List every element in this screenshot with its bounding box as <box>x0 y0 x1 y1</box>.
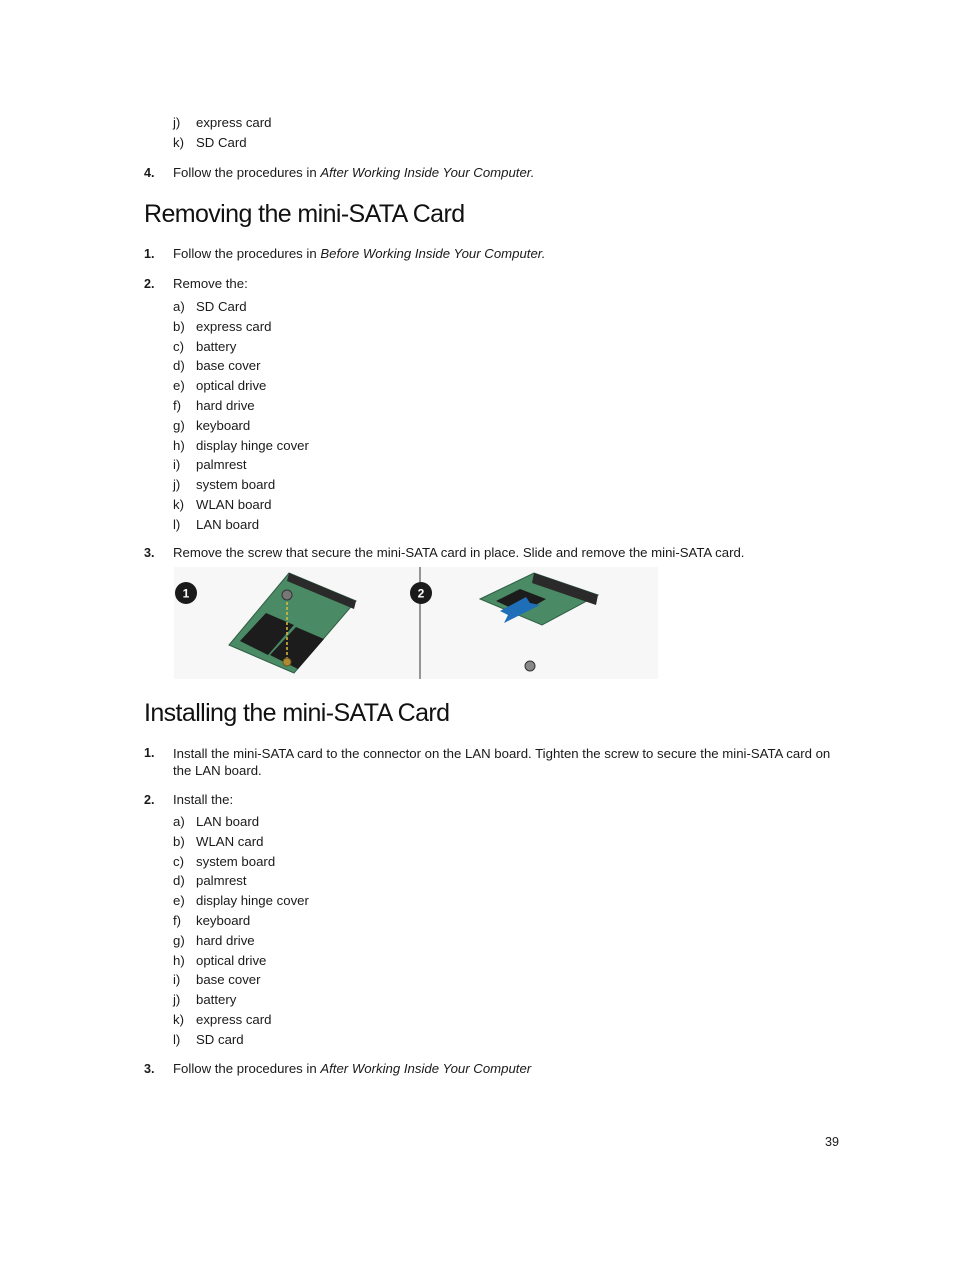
list-item-letter: f) <box>173 912 182 928</box>
step-text <box>173 1061 531 1077</box>
list-item-text: display hinge cover <box>196 893 309 909</box>
list-item <box>173 913 309 933</box>
page-number: 39 <box>825 1135 840 1149</box>
step-number: 4. <box>144 166 155 180</box>
list-item-letter: k) <box>173 1011 184 1027</box>
step-text <box>173 246 545 262</box>
list-item <box>173 854 309 874</box>
install-list <box>173 814 309 1052</box>
step-text: Install the mini-SATA card to the connector on the LAN board. Tighten the screw to secure the mini-SATA card on the LAN board. <box>173 746 831 778</box>
list-item-text: keyboard <box>196 417 251 433</box>
list-item-letter: g) <box>173 417 185 433</box>
list-item-letter: d) <box>173 358 185 374</box>
list-item-text: base cover <box>196 358 261 374</box>
step-number: 1. <box>144 746 155 760</box>
list-item-letter: d) <box>173 873 185 889</box>
list-item-text: palmrest <box>196 873 247 889</box>
list-item <box>173 972 309 992</box>
step-number: 2. <box>144 277 155 291</box>
list-item <box>173 115 272 131</box>
list-item <box>173 992 309 1012</box>
list-item-text: system board <box>196 477 276 493</box>
list-item <box>173 418 309 438</box>
list-item <box>173 477 309 497</box>
list-item-text: optical drive <box>196 952 267 968</box>
list-item <box>173 834 309 854</box>
step-number: 1. <box>144 247 155 261</box>
list-item <box>173 953 309 973</box>
step-text: Install the: <box>173 792 234 807</box>
list-item-text: palmrest <box>196 457 247 473</box>
list-item <box>173 1012 309 1032</box>
list-item <box>173 358 309 378</box>
removal-list <box>173 299 309 537</box>
list-item <box>173 814 309 834</box>
step-text-prefix: Follow the procedures in <box>173 1061 321 1076</box>
callout-1-label: 1 <box>182 586 190 601</box>
mini-sata-removal-figure <box>174 567 658 679</box>
list-item-letter: a) <box>173 299 185 314</box>
list-item-text: keyboard <box>196 912 251 928</box>
step-number: 2. <box>144 793 155 807</box>
list-item-letter: l) <box>173 1031 181 1047</box>
list-item-text: WLAN card <box>196 833 264 849</box>
list-item-letter: g) <box>173 932 185 948</box>
list-item-letter: h) <box>173 437 185 453</box>
list-item-text: optical drive <box>196 378 267 394</box>
list-item-letter: b) <box>173 833 185 849</box>
list-item-text: LAN board <box>196 814 260 829</box>
list-item <box>173 319 309 339</box>
list-item-letter: i) <box>173 972 181 988</box>
list-item-text: base cover <box>196 972 261 988</box>
list-item-letter: a) <box>173 814 185 829</box>
step-text-prefix: Follow the procedures in <box>173 246 321 261</box>
list-item-text: WLAN board <box>196 496 272 512</box>
list-item-text: battery <box>196 338 237 354</box>
list-item-text: express card <box>196 115 272 130</box>
list-item <box>173 1032 309 1052</box>
list-item-text: SD Card <box>196 135 247 150</box>
list-item-letter: i) <box>173 457 181 473</box>
list-item <box>173 873 309 893</box>
callout-2-label: 2 <box>417 586 425 601</box>
list-item <box>173 497 309 517</box>
list-item-letter: c) <box>173 853 184 869</box>
list-item-text: system board <box>196 853 276 869</box>
list-item-letter: f) <box>173 397 182 413</box>
list-item-text: hard drive <box>196 932 255 948</box>
list-item-text: display hinge cover <box>196 437 309 453</box>
list-item-letter: h) <box>173 952 185 968</box>
list-item <box>173 438 309 458</box>
callout-2-icon <box>410 582 432 604</box>
step-text-prefix: Follow the procedures in <box>173 165 321 180</box>
section-title-installing: Installing the mini-SATA Card <box>144 699 450 727</box>
list-item-letter: c) <box>173 338 184 354</box>
list-item <box>173 299 309 319</box>
step-number: 3. <box>144 546 155 560</box>
step-text <box>173 165 534 181</box>
list-item-text: express card <box>196 318 272 334</box>
section-title-removing: Removing the mini-SATA Card <box>144 200 465 228</box>
list-item-letter: b) <box>173 318 185 334</box>
list-item-letter: k) <box>173 496 184 512</box>
mini-sata-illustration <box>174 567 658 679</box>
list-item-text: SD Card <box>196 299 247 314</box>
list-item <box>173 378 309 398</box>
list-item-text: hard drive <box>196 397 255 413</box>
list-item <box>173 893 309 913</box>
procedure-link[interactable]: After Working Inside Your Computer <box>320 1061 532 1076</box>
list-item <box>173 457 309 477</box>
list-item-text: LAN board <box>196 516 260 532</box>
list-item-letter: j) <box>173 477 181 493</box>
step-text: Remove the: <box>173 276 248 291</box>
procedure-link[interactable]: Before Working Inside Your Computer. <box>320 246 546 261</box>
list-item-letter: k) <box>173 135 184 150</box>
list-item <box>173 398 309 418</box>
step-text: Remove the screw that secure the mini-SATA card in place. Slide and remove the mini-SATA card. <box>173 545 745 560</box>
callout-1-icon <box>175 582 197 604</box>
list-item <box>173 933 309 953</box>
list-item-letter: j) <box>173 992 181 1008</box>
list-item <box>173 339 309 359</box>
list-item-letter: l) <box>173 516 181 532</box>
list-item-text: battery <box>196 992 237 1008</box>
procedure-link[interactable]: After Working Inside Your Computer. <box>320 165 535 180</box>
list-item <box>173 135 247 151</box>
list-item-letter: e) <box>173 893 185 909</box>
list-item-text: SD card <box>196 1031 244 1047</box>
list-item-letter: j) <box>173 115 181 130</box>
list-item-text: express card <box>196 1011 272 1027</box>
list-item <box>173 517 309 537</box>
list-item-letter: e) <box>173 378 185 394</box>
step-number: 3. <box>144 1062 155 1076</box>
